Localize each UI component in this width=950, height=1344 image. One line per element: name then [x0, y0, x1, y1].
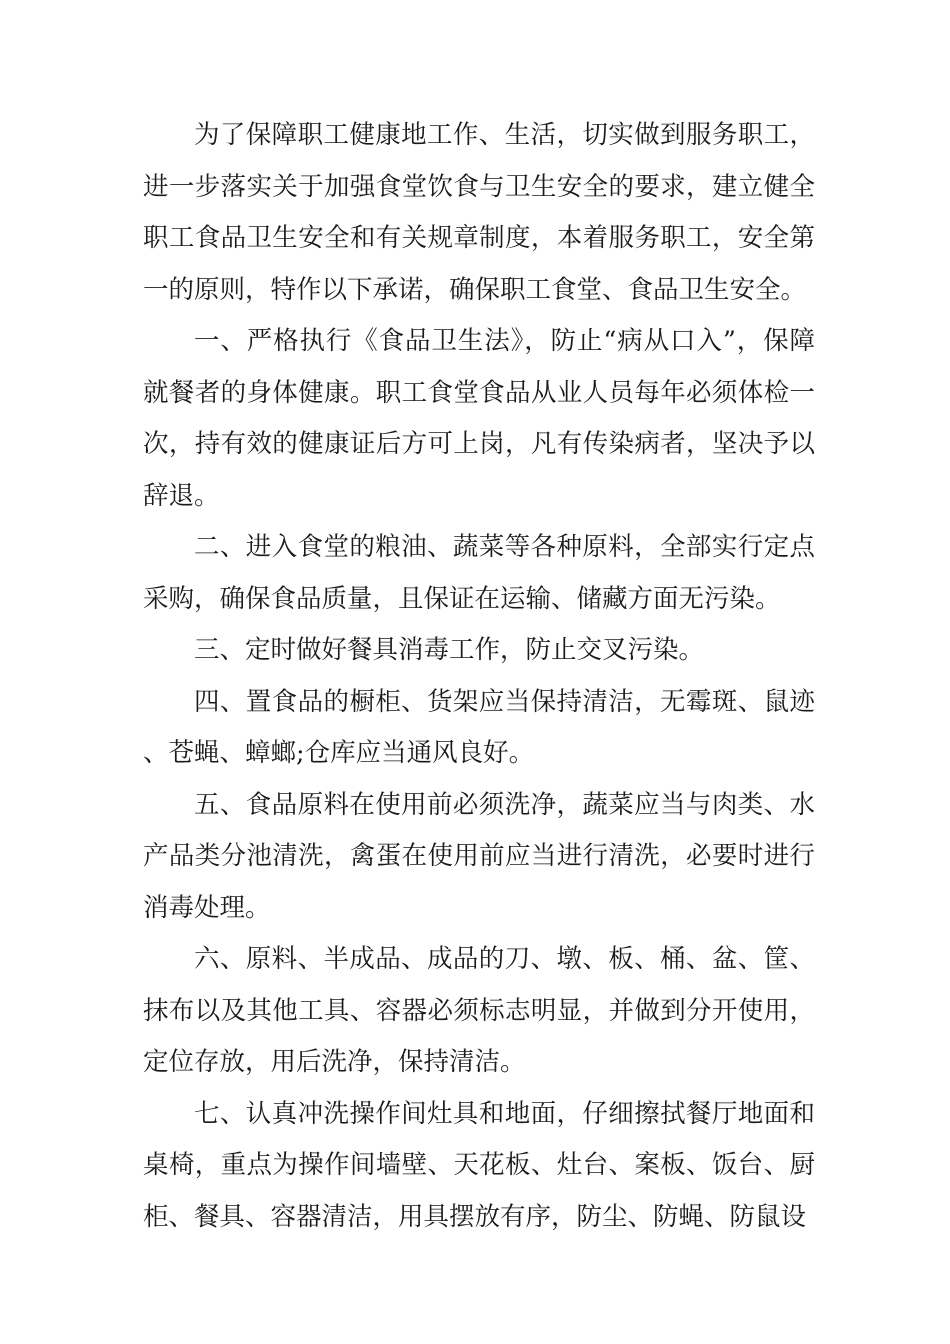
paragraph-item-6: 六、原料、半成品、成品的刀、墩、板、桶、盆、筐、抹布以及其他工具、容器必须标志明显，并做到分开使用，定位存放，用后洗净，保持清洁。: [143, 944, 815, 1077]
paragraph-item-3: 三、定时做好餐具消毒工作，防止交叉污染。: [194, 635, 705, 665]
document-body: [143, 110, 815, 1243]
paragraph-intro: 为了保障职工健康地工作、生活，切实做到服务职工，进一步落实关于加强食堂饮食与卫生安全的要求，建立健全职工食品卫生安全和有关规章制度，本着服务职工，安全第一的原则，特作以下承诺，确保职工食堂、食品卫生安全。: [143, 120, 815, 305]
paragraph-item-7: 七、认真冲洗操作间灶具和地面，仔细擦拭餐厅地面和桌椅，重点为操作间墙壁、天花板、灶台、案板、饭台、厨柜、餐具、容器清洁，用具摆放有序，防尘、防蝇、防鼠设: [143, 1098, 815, 1232]
paragraph-item-4: 四、置食品的橱柜、货架应当保持清洁，无霉斑、鼠迹、苍蝇、蟑螂;仓库应当通风良好。: [143, 686, 815, 768]
paragraph-item-1: 一、严格执行《食品卫生法》，防止“病从口入”，保障就餐者的身体健康。职工食堂食品从业人员每年必须体检一次，持有效的健康证后方可上岗，凡有传染病者，坚决予以辞退。: [143, 326, 815, 511]
paragraph-item-5: 五、食品原料在使用前必须洗净，蔬菜应当与肉类、水产品类分池清洗，禽蛋在使用前应当进行清洗，必要时进行消毒处理。: [143, 789, 815, 923]
paragraph-item-2: 二、进入食堂的粮油、蔬菜等各种原料，全部实行定点采购，确保食品质量，且保证在运输、储藏方面无污染。: [143, 532, 815, 614]
